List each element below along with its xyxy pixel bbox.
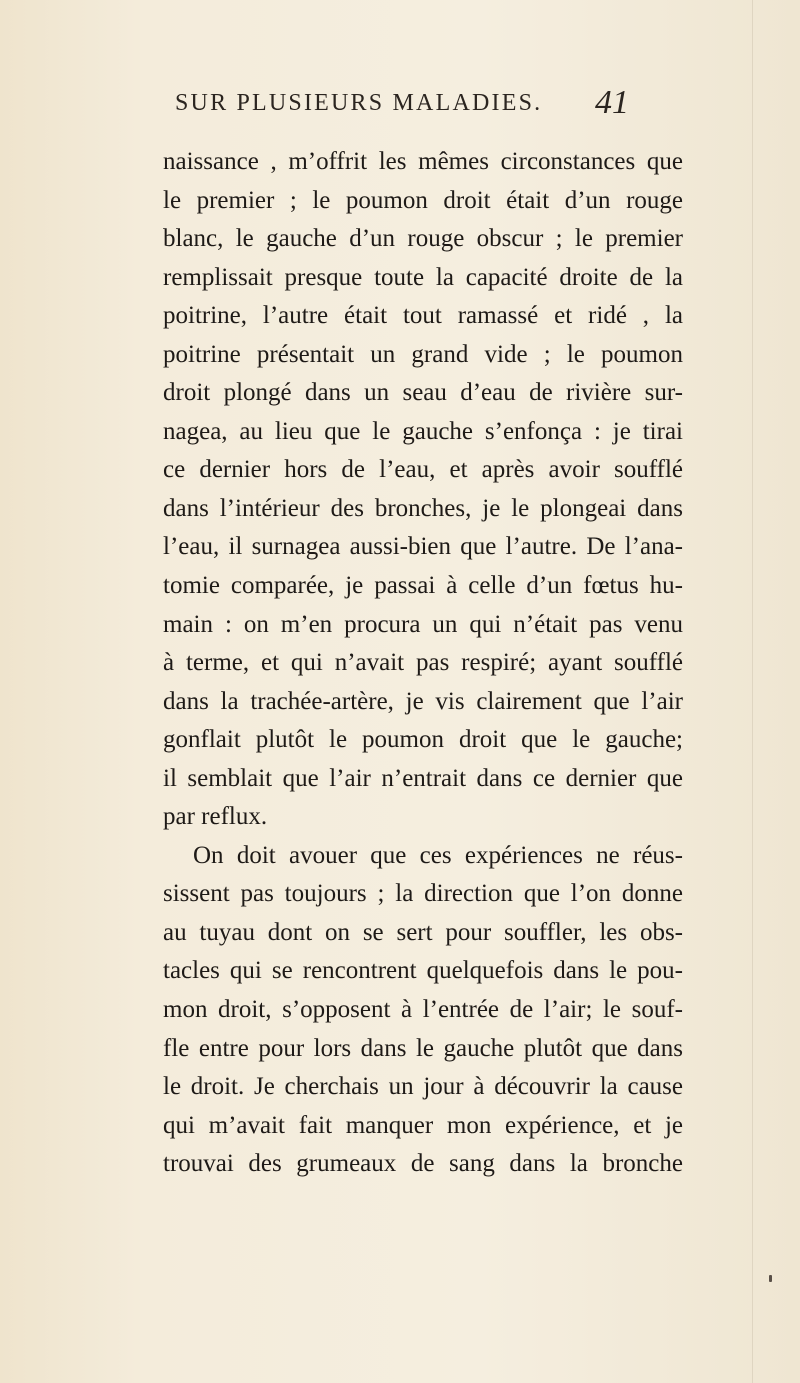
text-line: naissance , m’offrit les mêmes circonstances que [163, 148, 683, 175]
text-line: fle entre pour lors dans le gauche plutôt que dans [163, 1034, 683, 1062]
text-line: par reflux. [163, 803, 268, 831]
text-line: main : on m’en procura un qui n’était pas venu [163, 610, 683, 638]
text-line: tacles qui se rencontrent quelquefois dans le pou- [163, 957, 683, 985]
text-line: il semblait que l’air n’entrait dans ce dernier que [163, 764, 683, 792]
text-line: droit plongé dans un seau d’eau de rivière sur- [163, 379, 683, 407]
text-line: trouvai des grumeaux de sang dans la bronche [163, 1150, 683, 1178]
text-line: On doit avouer que ces expériences ne réus- [193, 841, 683, 869]
text-line: sissent pas toujours ; la direction que l’on donne [163, 880, 683, 908]
text-line: nagea, au lieu que le gauche s’enfonça : je tirai [163, 417, 683, 445]
text-line: dans l’intérieur des bronches, je le plongeai dans [163, 494, 683, 522]
page-header [163, 84, 663, 130]
text-line: dans la trachée-artère, je vis clairement que l’air [163, 687, 683, 715]
body-text [163, 143, 683, 1184]
text-line: gonflait plutôt le poumon droit que le gauche; [163, 726, 683, 754]
text-line: poitrine présentait un grand vide ; le poumon [163, 340, 683, 368]
ink-speck [769, 1275, 772, 1282]
running-head: SUR PLUSIEURS MALADIES. [175, 90, 543, 116]
text-line: l’eau, il surnagea aussi-bien que l’autre. De l’ana- [163, 533, 683, 561]
text-line: le premier ; le poumon droit était d’un rouge [163, 186, 683, 214]
text-line: mon droit, s’opposent à l’entrée de l’air; le souf- [163, 996, 683, 1024]
text-line: blanc, le gauche d’un rouge obscur ; le premier [163, 225, 683, 253]
text-line: remplissait presque toute la capacité droite de la [163, 263, 683, 291]
text-line: au tuyau dont on se sert pour souffler, les obs- [163, 918, 683, 946]
page-number: 41 [595, 84, 629, 121]
text-line: ce dernier hors de l’eau, et après avoir soufflé [163, 456, 683, 484]
text-line: poitrine, l’autre était tout ramassé et ridé , la [163, 302, 683, 330]
text-line: à terme, et qui n’avait pas respiré; ayant soufflé [163, 649, 683, 677]
text-line: le droit. Je cherchais un jour à découvrir la cause [163, 1073, 683, 1101]
text-line: tomie comparée, je passai à celle d’un fœtus hu- [163, 572, 683, 600]
text-line: qui m’avait fait manquer mon expérience, et je [163, 1111, 683, 1139]
